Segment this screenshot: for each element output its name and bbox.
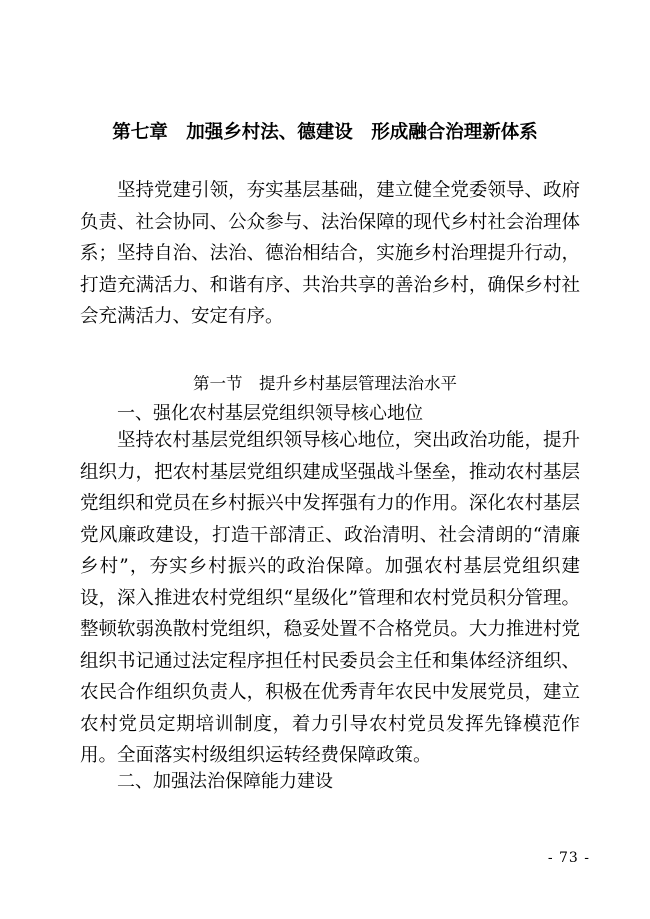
body-paragraph: 坚持农村基层党组织领导核心地位，突出政治功能，提升组织力，把农村基层党组织建成坚强战斗堡垒，推动农村基层党组织和党员在乡村振兴中发挥强有力的作用。深化农村基层党风廉政建设，打造干部清正、政治清明、社会清朗的“清廉乡村”，夯实乡村振兴的政治保障。加强农村基层党组织建设，深入推进农村党组织“星级化”管理和农村党员积分管理。整顿软弱涣散村党组织，稳妥处置不合格党员。大力推进村党组织书记通过法定程序担任村民委员会主任和集体经济组织、农民合作组织负责人，积极在优秀青年农民中发展党员，建立农村党员定期培训制度，着力引导农村党员发挥先锋模范作用。全面落实村级组织运转经费保障政策。	[80, 430, 580, 766]
chapter-title: 第七章 加强乡村法、德建设 形成融合治理新体系	[112, 122, 538, 143]
section-body	[80, 425, 580, 772]
intro-paragraph: 坚持党建引领，夯实基层基础，建立健全党委领导、政府负责、社会协同、公众参与、法治保障的现代乡村社会治理体系；坚持自治、法治、德治相结合，实施乡村治理提升行动，打造充满活力、和谐有序、共治共享的善治乡村，确保乡村社会充满活力、安定有序。	[80, 180, 580, 327]
intro-block	[80, 175, 580, 333]
subsection-heading-1: 一、强化农村基层党组织领导核心地位	[117, 403, 423, 424]
page-number: - 73 -	[547, 850, 590, 866]
subsection-heading-2: 二、加强法治保障能力建设	[117, 771, 333, 792]
section-title: 第一节 提升乡村基层管理法治水平	[193, 374, 457, 393]
